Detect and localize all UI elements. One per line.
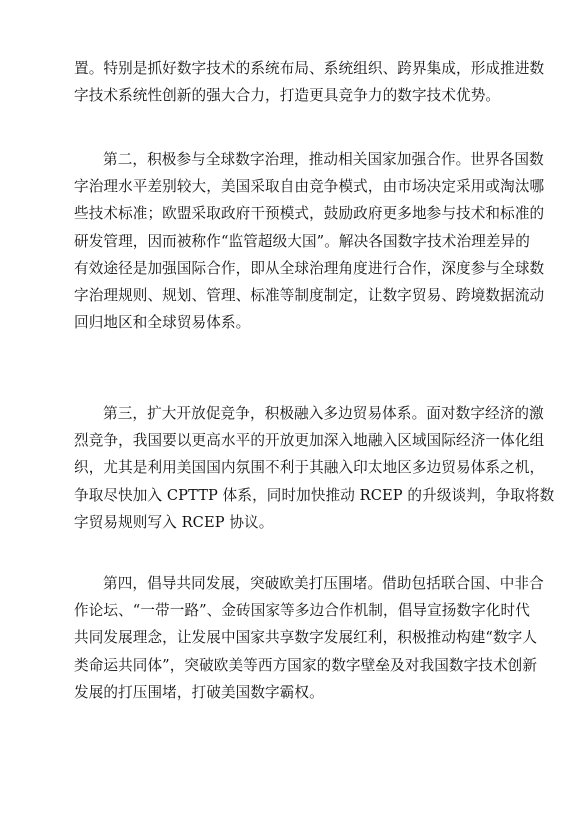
text-line: 些技术标准；欧盟采取政府干预模式，鼓励政府更多地参与技术和标准的: [74, 205, 545, 223]
text-line: 研发管理，因而被称作“监管超级大国”。解决各国数字技术治理差异的: [74, 232, 530, 250]
text-line: 第二，积极参与全球数字治理，推动相关国家加强合作。世界各国数: [103, 151, 544, 168]
paragraph-continuation: [74, 55, 545, 109]
text-line: 字治理规则、规划、管理、标准等制度制定，让数字贸易、跨境数据流动: [74, 287, 545, 305]
paragraph-common-development: [74, 570, 544, 706]
text-line: 烈竞争，我国要以更高水平的开放更加深入地融入区域国际经济一体化组: [74, 432, 545, 450]
text-line: 争取尽快加入 CPTTP 体系，同时加快推动 RCEP 的升级谈判，争取将数: [74, 486, 555, 504]
text-line: 第四，倡导共同发展，突破欧美打压围堵。借助包括联合国、中非合: [103, 575, 544, 592]
text-line: 字贸易规则写入 RCEP 协议。: [74, 513, 274, 531]
text-line: 字治理水平差别较大，美国采取自由竞争模式，由市场决定采用或淘汰哪: [74, 178, 545, 196]
text-line: 作论坛、“一带一路”、金砖国家等多边合作机制，倡导宣扬数字化时代: [74, 602, 530, 620]
text-line: 发展的打压围堵，打破美国数字霸权。: [74, 683, 324, 701]
paragraph-open-competition: [74, 400, 555, 536]
text-line: 置。特别是抓好数字技术的系统布局、系统组织、跨界集成，形成推进数: [74, 60, 545, 77]
text-line: 第三，扩大开放促竞争，积极融入多边贸易体系。面对数字经济的激: [103, 405, 544, 422]
text-line: 共同发展理念，让发展中国家共享数字发展红利，积极推动构建“数字人: [74, 629, 538, 647]
paragraph-global-governance: [74, 146, 545, 336]
text-line: 类命运共同体”，突破欧美等西方国家的数字壁垒及对我国数字技术创新: [74, 656, 538, 674]
text-line: 织，尤其是利用美国国内氛围不利于其融入印太地区多边贸易体系之机，: [74, 459, 545, 477]
text-line: 有效途径是加强国际合作，即从全球治理角度进行合作，深度参与全球数: [74, 259, 545, 277]
text-line: 字技术系统性创新的强大合力，打造更具竞争力的数字技术优势。: [74, 87, 501, 105]
text-line: 回归地区和全球贸易体系。: [74, 314, 251, 332]
